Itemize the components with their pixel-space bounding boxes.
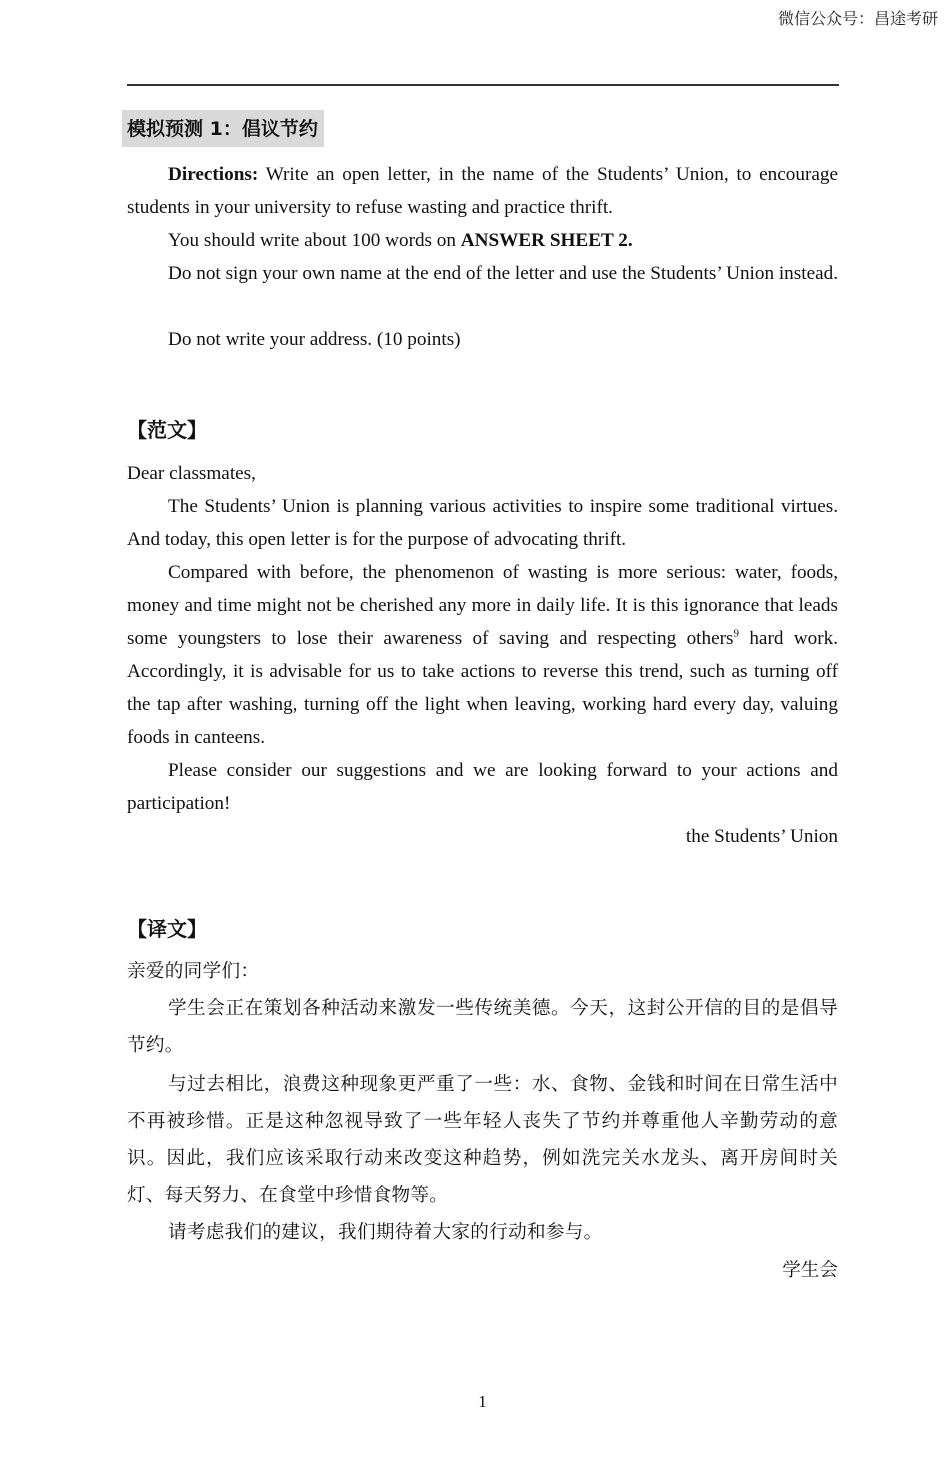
- sample-greeting: Dear classmates,: [127, 463, 256, 484]
- translation-greeting: 亲爱的同学们：: [127, 961, 260, 982]
- sample-paragraph-2: [127, 556, 838, 754]
- translation-title: 【译文】: [127, 917, 207, 941]
- sample-paragraph-2-part-b: hard work. Accordingly, it is advisable for us to take actions to reverse this trend, such as turning off the tap after washing, turning off the light when leaving, working hard every day, valuing foods in canteens.: [127, 628, 839, 748]
- sample-paragraph-2-part-a: Compared with before, the phenomenon of wasting is more serious: water, foods, money and time might not be cherished any more in daily life. It is this ignorance that leads some youngsters to lose their awareness of saving and respecting others: [127, 562, 838, 649]
- directions-label: Directions:: [168, 164, 259, 185]
- section-title: 模拟预测 1：倡议节约: [122, 110, 324, 147]
- word-requirement: [168, 224, 633, 257]
- directions-text: Write an open letter, in the name of the Students’ Union, to encourage students in your university to refuse wasting and practice thrift.: [127, 164, 838, 218]
- sample-paragraph-3: Please consider our suggestions and we are looking forward to your actions and participation!: [127, 760, 838, 814]
- answer-sheet-label: ANSWER SHEET 2.: [460, 230, 633, 251]
- page-number: 1: [478, 1392, 487, 1411]
- sample-paragraph-1: The Students’ Union is planning various activities to inspire some traditional virtues. And today, this open letter is for the purpose of advocating thrift.: [127, 496, 838, 550]
- sample-signature: the Students’ Union: [685, 826, 838, 847]
- translation-paragraph-2: 与过去相比，浪费这种现象更严重了一些：水、食物、金钱和时间在日常生活中不再被珍惜。正是这种忽视导致了一些年轻人丧失了节约并尊重他人辛勤劳动的意识。因此，我们应该采取行动来改变这种趋势，例如洗完关水龙头、离开房间时关灯、每天努力、在食堂中珍惜食物等。: [127, 1074, 838, 1206]
- address-rule: Do not write your address. (10 points): [168, 329, 461, 350]
- directions-paragraph: [127, 158, 838, 224]
- sign-rule: Do not sign your own name at the end of the letter and use the Students’ Union instead.: [168, 263, 838, 284]
- word-requirement-text: You should write about 100 words on: [168, 230, 461, 251]
- header-account: 微信公众号：昌途考研: [777, 9, 938, 28]
- translation-paragraph-1: 学生会正在策划各种活动来激发一些传统美德。今天，这封公开信的目的是倡导节约。: [127, 998, 838, 1056]
- translation-paragraph-3: 请考虑我们的建议，我们期待着大家的行动和参与。: [168, 1222, 603, 1243]
- sample-title: 【范文】: [127, 418, 207, 442]
- translation-signature: 学生会: [782, 1260, 838, 1281]
- header-divider: [127, 84, 839, 86]
- footnote-marker: 9: [733, 627, 739, 640]
